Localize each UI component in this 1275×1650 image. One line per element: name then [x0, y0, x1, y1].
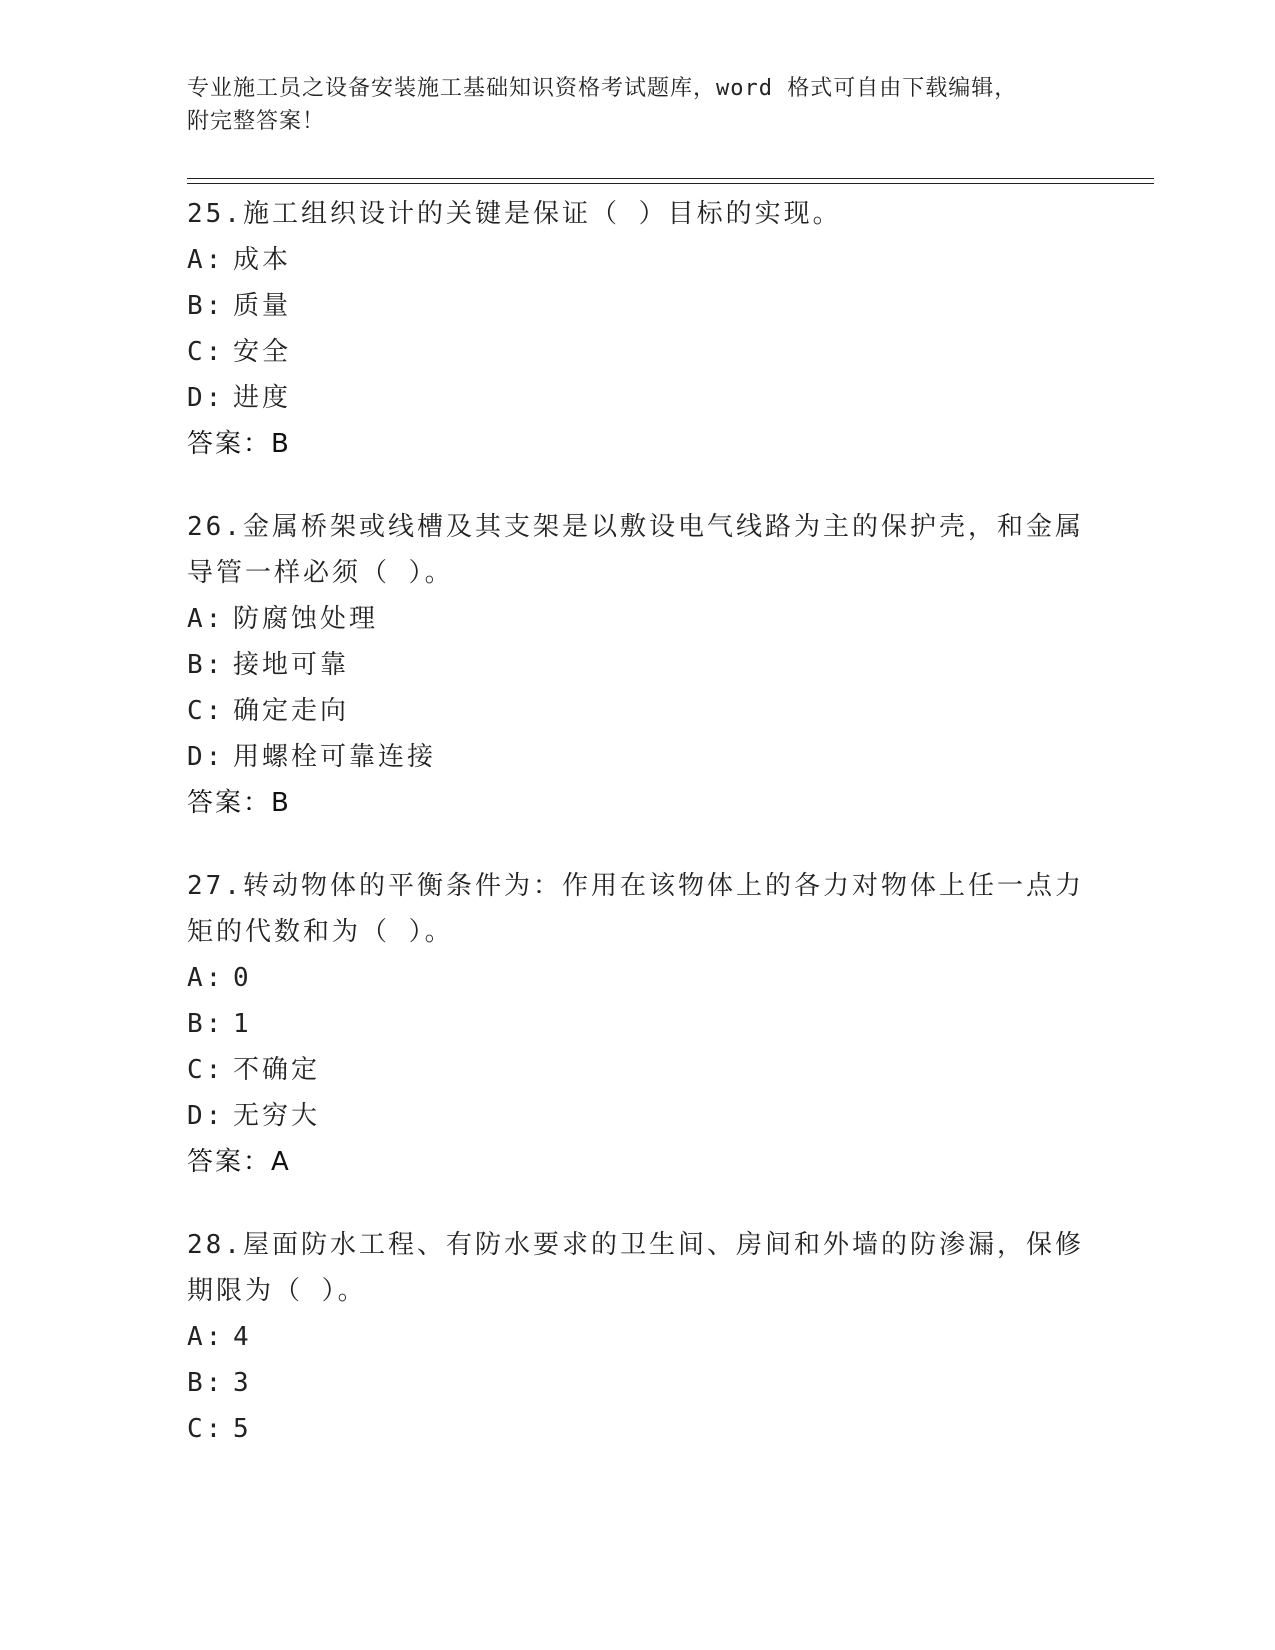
header-rule-bottom — [187, 183, 1154, 184]
option-key: A: — [187, 604, 225, 634]
header-rule-top — [187, 178, 1154, 179]
option-text: 用螺栓可靠连接 — [233, 742, 437, 772]
option-key: B: — [187, 650, 225, 680]
option-row — [187, 734, 1087, 780]
option-key: C: — [187, 1055, 225, 1085]
option-row — [187, 237, 1087, 283]
answer-text: 答案：B — [187, 788, 291, 818]
option-row — [187, 1314, 1087, 1360]
question-text: 27.转动物体的平衡条件为：作用在该物体上的各力对物体上任一点力矩的代数和为（ ）。 — [187, 871, 1084, 947]
document-header — [187, 72, 1087, 138]
option-text: 确定走向 — [233, 696, 350, 726]
option-text: 接地可靠 — [233, 650, 350, 680]
option-key: D: — [187, 383, 225, 413]
option-row — [187, 375, 1087, 421]
option-text: 安全 — [233, 337, 292, 367]
option-row — [187, 596, 1087, 642]
option-row — [187, 642, 1087, 688]
option-text: 防腐蚀处理 — [233, 604, 379, 634]
answer-text: 答案：A — [187, 1147, 291, 1177]
option-key: D: — [187, 1101, 225, 1131]
option-row — [187, 329, 1087, 375]
option-key: B: — [187, 1009, 225, 1039]
option-row — [187, 283, 1087, 329]
option-text: 质量 — [233, 291, 292, 321]
option-text: 成本 — [233, 245, 292, 275]
option-text: 1 — [233, 1009, 252, 1039]
option-text: 3 — [233, 1368, 252, 1398]
question-list — [187, 191, 1087, 1489]
question-block — [187, 504, 1087, 826]
option-text: 进度 — [233, 383, 292, 413]
option-key: A: — [187, 245, 225, 275]
question-block — [187, 1222, 1087, 1452]
header-line-2: 附完整答案！ — [187, 109, 326, 134]
option-key: A: — [187, 1322, 225, 1352]
question-block — [187, 191, 1087, 467]
option-key: B: — [187, 1368, 225, 1398]
question-text: 26.金属桥架或线槽及其支架是以敷设电气线路为主的保护壳，和金属导管一样必须（ ）。 — [187, 512, 1084, 588]
answer-text: 答案：B — [187, 429, 291, 459]
option-row — [187, 955, 1087, 1001]
option-text: 无穷大 — [233, 1101, 321, 1131]
option-key: C: — [187, 696, 225, 726]
option-key: A: — [187, 963, 225, 993]
option-row — [187, 1047, 1087, 1093]
option-row — [187, 1093, 1087, 1139]
question-block — [187, 863, 1087, 1185]
option-row — [187, 1001, 1087, 1047]
option-row — [187, 688, 1087, 734]
option-row — [187, 1360, 1087, 1406]
option-key: C: — [187, 337, 225, 367]
option-text: 不确定 — [233, 1055, 321, 1085]
header-line-1: 专业施工员之设备安装施工基础知识资格考试题库，word 格式可自由下载编辑， — [187, 76, 1018, 101]
option-text: 0 — [233, 963, 252, 993]
option-row — [187, 1406, 1087, 1452]
question-text: 25.施工组织设计的关键是保证（ ）目标的实现。 — [187, 199, 842, 229]
question-text: 28.屋面防水工程、有防水要求的卫生间、房间和外墙的防渗漏，保修期限为（ ）。 — [187, 1230, 1084, 1306]
option-text: 5 — [233, 1414, 252, 1444]
option-text: 4 — [233, 1322, 252, 1352]
option-key: C: — [187, 1414, 225, 1444]
option-key: B: — [187, 291, 225, 321]
option-key: D: — [187, 742, 225, 772]
